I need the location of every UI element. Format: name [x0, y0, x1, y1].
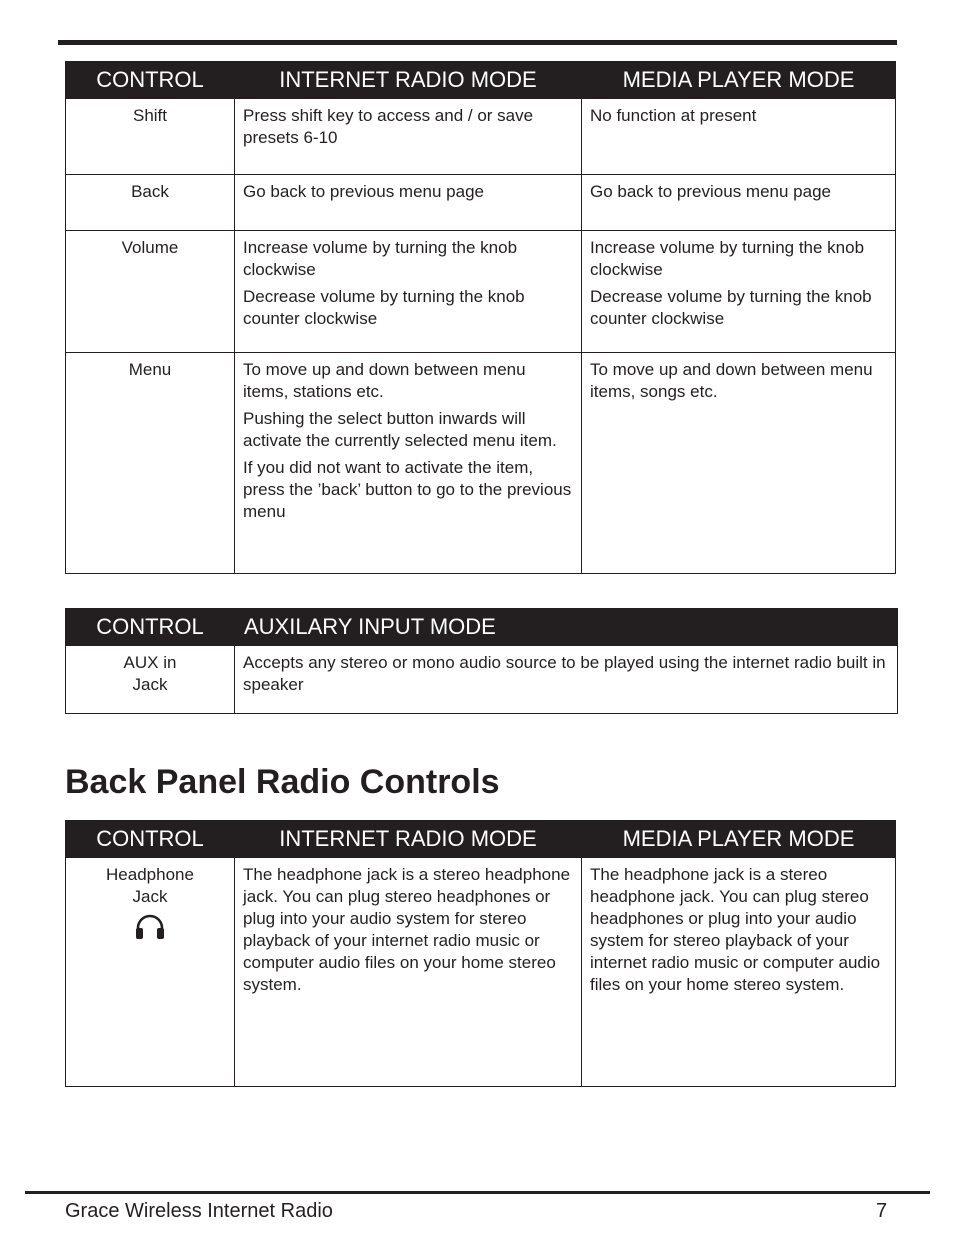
cell-text: Increase volume by turning the knob clockwise: [590, 238, 865, 279]
control-label-line1: Headphone: [106, 865, 194, 884]
table-row: [66, 231, 896, 353]
table-row: [66, 175, 896, 231]
cell-text: Press shift key to access and / or save presets 6-10: [243, 106, 534, 147]
cell-text: Decrease volume by turning the knob counter clockwise: [590, 287, 872, 328]
media-cell: [582, 99, 896, 175]
header-auxilary-input-mode: AUXILARY INPUT MODE: [235, 609, 898, 646]
cell-text: To move up and down between menu items, stations etc.: [243, 360, 526, 401]
cell-text: Go back to previous menu page: [590, 182, 831, 201]
control-volume: Volume: [66, 231, 235, 353]
header-internet-radio-mode: INTERNET RADIO MODE: [235, 821, 582, 858]
table-row: [66, 99, 896, 175]
table-row: [66, 646, 898, 714]
internet-cell: [235, 99, 582, 175]
media-cell: [582, 858, 896, 1087]
control-aux-jack: [66, 646, 235, 714]
bottom-rule: [25, 1191, 930, 1194]
media-cell: [582, 175, 896, 231]
top-rule: [58, 40, 897, 45]
header-internet-radio-mode: INTERNET RADIO MODE: [235, 62, 582, 99]
footer-title: Grace Wireless Internet Radio: [65, 1200, 333, 1222]
internet-cell: [235, 858, 582, 1087]
section-title: Back Panel Radio Controls: [65, 763, 500, 801]
control-shift: Shift: [66, 99, 235, 175]
header-media-player-mode: MEDIA PLAYER MODE: [582, 62, 896, 99]
control-headphone-jack: [66, 858, 235, 1087]
headphones-icon: [134, 914, 166, 940]
cell-text: Pushing the select button inwards will activate the currently selected menu item.: [243, 409, 557, 450]
cell-text: Go back to previous menu page: [243, 182, 484, 201]
internet-cell: [235, 231, 582, 353]
header-media-player-mode: MEDIA PLAYER MODE: [582, 821, 896, 858]
media-cell: [582, 353, 896, 574]
aux-input-table: [65, 608, 898, 714]
internet-cell: [235, 353, 582, 574]
cell-text: To move up and down between menu items, songs etc.: [590, 360, 873, 401]
control-label-line2: Jack: [132, 887, 168, 906]
page-number: 7: [876, 1200, 888, 1222]
front-controls-table: [65, 61, 896, 574]
cell-text: Decrease volume by turning the knob counter clockwise: [243, 287, 525, 328]
cell-text: Increase volume by turning the knob clockwise: [243, 238, 518, 279]
back-panel-table: [65, 820, 896, 1087]
header-control: CONTROL: [66, 62, 235, 99]
internet-cell: [235, 175, 582, 231]
cell-text: The headphone jack is a stereo headphone jack. You can plug stereo headphones or plug into your audio system for stereo playback of your internet radio music or computer audio files on your home stereo system.: [590, 865, 881, 994]
table-row: [66, 353, 896, 574]
table-row: [66, 858, 896, 1087]
header-control: CONTROL: [66, 821, 235, 858]
control-back: Back: [66, 175, 235, 231]
cell-text: No function at present: [590, 106, 757, 125]
cell-text: The headphone jack is a stereo headphone jack. You can plug stereo headphones or plug into your audio system for stereo playback of your internet radio music or computer audio files on your home stereo system.: [243, 865, 571, 994]
cell-text: If you did not want to activate the item, press the ’back’ button to go to the previous menu: [243, 458, 572, 521]
control-label-line2: Jack: [132, 675, 168, 694]
control-menu: Menu: [66, 353, 235, 574]
media-cell: [582, 231, 896, 353]
header-control: CONTROL: [66, 609, 235, 646]
aux-description-cell: [235, 646, 898, 714]
cell-text: Accepts any stereo or mono audio source to be played using the internet radio built in speaker: [243, 653, 886, 694]
control-label-line1: AUX in: [123, 653, 177, 672]
